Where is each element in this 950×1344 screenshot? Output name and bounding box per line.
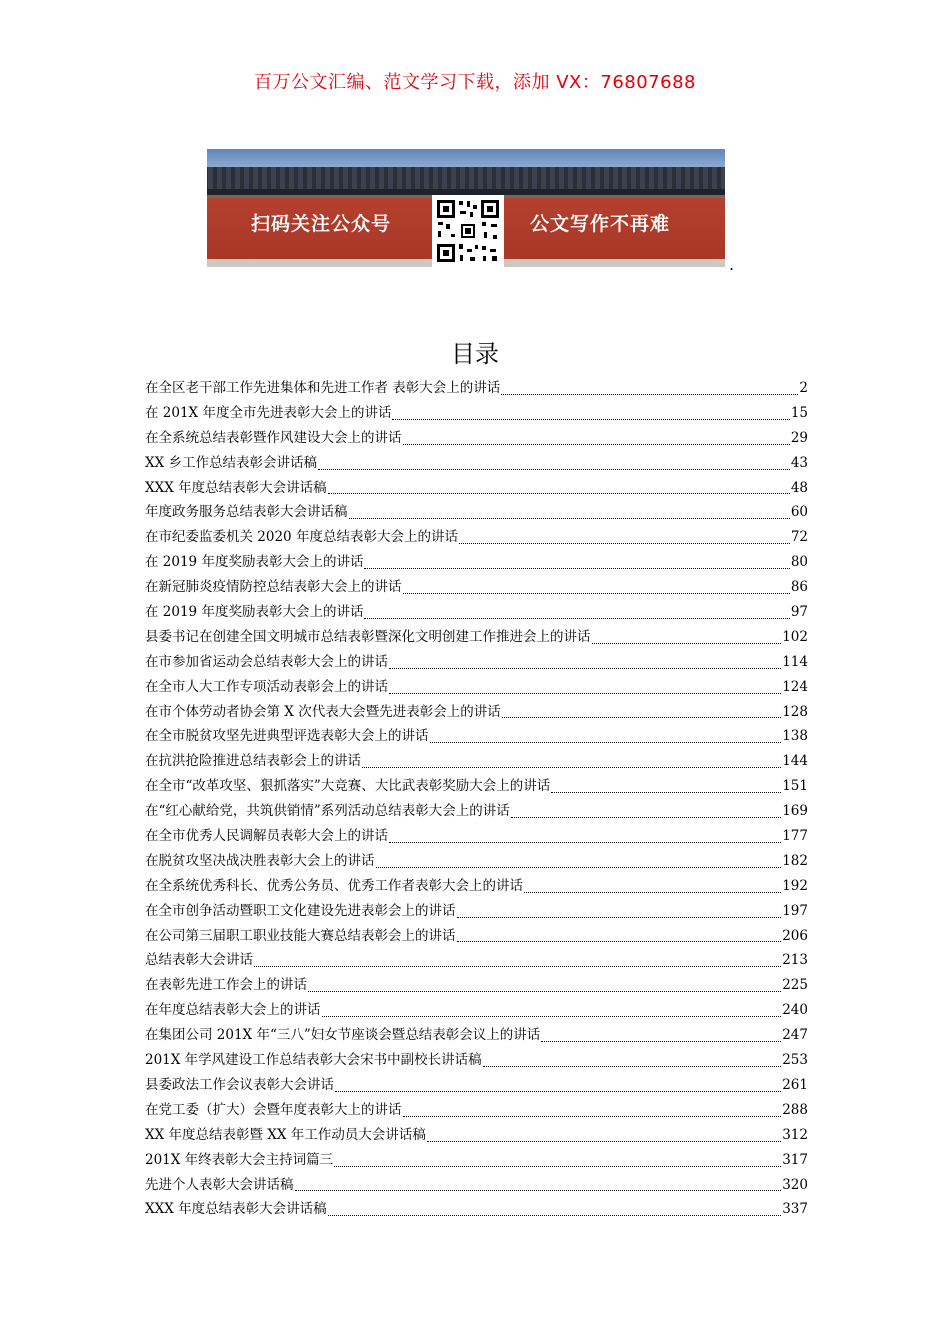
toc-entry-page: 247 bbox=[782, 1027, 808, 1044]
toc-entry-page: 86 bbox=[790, 579, 808, 596]
toc-leader-dots bbox=[483, 1066, 782, 1067]
toc-entry-title: XX 年度总结表彰暨 XX 年工作动员大会讲话稿 bbox=[145, 1126, 426, 1143]
toc-entry-title: 在“红心献给党，共筑供销情”系列活动总结表彰大会上的讲话 bbox=[145, 803, 510, 820]
toc-entry-title: 县委政法工作会议表彰大会讲话 bbox=[145, 1076, 334, 1093]
toc-entry-page: 337 bbox=[782, 1201, 808, 1218]
toc-entry-page: 177 bbox=[782, 828, 808, 845]
toc-entry-page: 320 bbox=[782, 1176, 808, 1193]
toc-entry-page: 253 bbox=[782, 1052, 808, 1069]
toc-entry[interactable] bbox=[145, 550, 808, 575]
toc-entry[interactable] bbox=[145, 575, 808, 600]
toc-leader-dots bbox=[364, 568, 789, 569]
toc-leader-dots bbox=[335, 1091, 781, 1092]
toc-entry[interactable] bbox=[145, 849, 808, 874]
toc-entry-page: 43 bbox=[790, 454, 808, 471]
toc-entry[interactable] bbox=[145, 700, 808, 725]
toc-leader-dots bbox=[376, 867, 782, 868]
toc-leader-dots bbox=[308, 991, 781, 992]
toc-entry[interactable] bbox=[145, 948, 808, 973]
toc-entry-page: 317 bbox=[782, 1151, 808, 1168]
toc-entry-title: 在全系统总结表彰暨作风建设大会上的讲话 bbox=[145, 429, 402, 446]
trailing-mark: . bbox=[729, 255, 735, 274]
toc-entry-title: 在表彰先进工作会上的讲话 bbox=[145, 977, 307, 994]
toc-entry-title: 在全市脱贫攻坚先进典型评选表彰大会上的讲话 bbox=[145, 728, 429, 745]
toc-entry[interactable] bbox=[145, 799, 808, 824]
toc-entry[interactable] bbox=[145, 625, 808, 650]
toc-leader-dots bbox=[389, 842, 781, 843]
toc-entry[interactable] bbox=[145, 1173, 808, 1198]
toc-entry-page: 192 bbox=[782, 877, 808, 894]
promo-header: 百万公文汇编、范文学习下载，添加 VX：76807688 bbox=[254, 72, 696, 93]
toc-leader-dots bbox=[362, 767, 781, 768]
toc-entry-page: 128 bbox=[782, 703, 808, 720]
toc-entry-page: 151 bbox=[782, 778, 808, 795]
table-of-contents bbox=[145, 376, 808, 1222]
toc-leader-dots bbox=[295, 1190, 782, 1191]
toc-leader-dots bbox=[457, 941, 782, 942]
toc-entry-title: 在市参加省运动会总结表彰大会上的讲话 bbox=[145, 653, 388, 670]
toc-entry-page: 48 bbox=[790, 479, 808, 496]
toc-entry[interactable] bbox=[145, 650, 808, 675]
toc-leader-dots bbox=[511, 817, 781, 818]
toc-entry[interactable] bbox=[145, 1098, 808, 1123]
toc-entry[interactable] bbox=[145, 1048, 808, 1073]
toc-entry[interactable] bbox=[145, 1073, 808, 1098]
toc-entry-page: 197 bbox=[782, 902, 808, 919]
toc-entry[interactable] bbox=[145, 376, 808, 401]
toc-entry-title: 在市纪委监委机关 2020 年度总结表彰大会上的讲话 bbox=[145, 529, 458, 546]
toc-entry[interactable] bbox=[145, 924, 808, 949]
toc-leader-dots bbox=[349, 518, 790, 519]
toc-leader-dots bbox=[501, 394, 798, 395]
toc-entry-page: 206 bbox=[782, 927, 808, 944]
toc-entry-title: 县委书记在创建全国文明城市总结表彰暨深化文明创建工作推进会上的讲话 bbox=[145, 628, 591, 645]
toc-entry-page: 80 bbox=[790, 554, 808, 571]
toc-entry-page: 144 bbox=[782, 753, 808, 770]
toc-entry[interactable] bbox=[145, 1123, 808, 1148]
toc-entry-page: 261 bbox=[782, 1076, 808, 1093]
toc-entry-page: 169 bbox=[782, 803, 808, 820]
toc-entry-title: 在全市人大工作专项活动表彰会上的讲话 bbox=[145, 678, 388, 695]
toc-entry-title: XX 乡工作总结表彰会讲话稿 bbox=[145, 454, 318, 471]
toc-entry[interactable] bbox=[145, 824, 808, 849]
toc-entry-page: 60 bbox=[790, 504, 808, 521]
toc-entry[interactable] bbox=[145, 426, 808, 451]
toc-leader-dots bbox=[318, 469, 790, 470]
toc-entry-title: 在新冠肺炎疫情防控总结表彰大会上的讲话 bbox=[145, 579, 402, 596]
toc-entry[interactable] bbox=[145, 724, 808, 749]
toc-leader-dots bbox=[403, 593, 790, 594]
toc-entry[interactable] bbox=[145, 525, 808, 550]
toc-leader-dots bbox=[541, 1041, 781, 1042]
toc-entry[interactable] bbox=[145, 899, 808, 924]
toc-entry-title: 在抗洪抢险推进总结表彰会上的讲话 bbox=[145, 753, 361, 770]
toc-entry[interactable] bbox=[145, 998, 808, 1023]
toc-leader-dots bbox=[389, 668, 781, 669]
toc-entry[interactable] bbox=[145, 1148, 808, 1173]
toc-leader-dots bbox=[459, 543, 790, 544]
toc-entry[interactable] bbox=[145, 500, 808, 525]
toc-entry-title: 在全系统优秀科长、优秀公务员、优秀工作者表彰大会上的讲话 bbox=[145, 877, 523, 894]
toc-leader-dots bbox=[334, 1166, 781, 1167]
toc-entry-title: 201X 年终表彰大会主持词篇三 bbox=[145, 1151, 334, 1168]
qr-banner-image bbox=[207, 149, 725, 267]
banner-left-text: 扫码关注公众号 bbox=[251, 213, 392, 235]
toc-entry-page: 114 bbox=[782, 653, 808, 670]
toc-leader-dots bbox=[430, 742, 782, 743]
toc-entry-page: 240 bbox=[782, 1002, 808, 1019]
toc-leader-dots bbox=[502, 717, 782, 718]
toc-entry-title: 在年度总结表彰大会上的讲话 bbox=[145, 1002, 321, 1019]
toc-entry-page: 102 bbox=[782, 628, 808, 645]
banner-right-text: 公文写作不再难 bbox=[530, 213, 671, 235]
toc-entry-title: 总结表彰大会讲话 bbox=[145, 952, 253, 969]
toc-leader-dots bbox=[364, 618, 789, 619]
toc-leader-dots bbox=[427, 1141, 781, 1142]
toc-leader-dots bbox=[592, 643, 782, 644]
toc-entry-page: 72 bbox=[790, 529, 808, 546]
toc-entry-page: 29 bbox=[790, 429, 808, 446]
toc-leader-dots bbox=[551, 792, 781, 793]
toc-entry-page: 124 bbox=[782, 678, 808, 695]
toc-entry[interactable] bbox=[145, 774, 808, 799]
toc-leader-dots bbox=[328, 1215, 782, 1216]
toc-entry-title: 在全市创争活动暨职工文化建设先进表彰会上的讲话 bbox=[145, 902, 456, 919]
toc-leader-dots bbox=[457, 917, 782, 918]
qr-code-icon bbox=[432, 195, 504, 267]
toc-entry-title: 在全市“改革攻坚、狠抓落实”大竞赛、大比武表彰奖励大会上的讲话 bbox=[145, 778, 551, 795]
toc-entry-page: 2 bbox=[799, 380, 808, 396]
toc-entry-title: 在 2019 年度奖励表彰大会上的讲话 bbox=[145, 604, 364, 621]
toc-entry-title: 在集团公司 201X 年“三八”妇女节座谈会暨总结表彰会议上的讲话 bbox=[145, 1027, 541, 1044]
toc-entry[interactable] bbox=[145, 1023, 808, 1048]
toc-entry-title: 201X 年学风建设工作总结表彰大会宋书中副校长讲话稿 bbox=[145, 1052, 482, 1069]
toc-entry[interactable] bbox=[145, 749, 808, 774]
toc-entry-page: 225 bbox=[782, 977, 808, 994]
toc-entry[interactable] bbox=[145, 675, 808, 700]
toc-entry[interactable] bbox=[145, 973, 808, 998]
toc-leader-dots bbox=[403, 1116, 782, 1117]
toc-entry-title: 在党工委（扩大）会暨年度表彰大上的讲话 bbox=[145, 1101, 402, 1118]
toc-title: 目录 bbox=[451, 340, 499, 368]
toc-entry[interactable] bbox=[145, 1197, 808, 1222]
toc-entry-title: 在全市优秀人民调解员表彰大会上的讲话 bbox=[145, 828, 388, 845]
toc-leader-dots bbox=[328, 493, 790, 494]
toc-entry-title: 在 2019 年度奖励表彰大会上的讲话 bbox=[145, 554, 364, 571]
toc-entry[interactable] bbox=[145, 451, 808, 476]
toc-leader-dots bbox=[392, 419, 789, 420]
toc-entry-title: 先进个人表彰大会讲话稿 bbox=[145, 1176, 294, 1193]
toc-entry[interactable] bbox=[145, 600, 808, 625]
toc-entry-page: 312 bbox=[782, 1126, 808, 1143]
toc-entry-title: 年度政务服务总结表彰大会讲话稿 bbox=[145, 504, 348, 521]
toc-entry-title: 在公司第三届职工职业技能大赛总结表彰会上的讲话 bbox=[145, 927, 456, 944]
toc-entry-page: 97 bbox=[790, 604, 808, 621]
toc-entry[interactable] bbox=[145, 476, 808, 501]
toc-leader-dots bbox=[524, 892, 781, 893]
toc-entry[interactable] bbox=[145, 874, 808, 899]
toc-entry-title: 在脱贫攻坚决战决胜表彰大会上的讲话 bbox=[145, 852, 375, 869]
toc-entry-page: 182 bbox=[782, 852, 808, 869]
toc-entry-page: 138 bbox=[782, 728, 808, 745]
toc-leader-dots bbox=[322, 1016, 782, 1017]
toc-entry-title: 在全区老干部工作先进集体和先进工作者 表彰大会上的讲话 bbox=[145, 380, 501, 396]
toc-entry-title: 在市个体劳动者协会第 X 次代表大会暨先进表彰会上的讲话 bbox=[145, 703, 501, 720]
toc-entry-title: 在 201X 年度全市先进表彰大会上的讲话 bbox=[145, 404, 392, 421]
toc-entry-page: 15 bbox=[790, 404, 808, 421]
toc-leader-dots bbox=[389, 693, 781, 694]
toc-leader-dots bbox=[254, 966, 781, 967]
toc-entry-page: 213 bbox=[782, 952, 808, 969]
toc-entry-title: XXX 年度总结表彰大会讲话稿 bbox=[145, 479, 327, 496]
toc-entry[interactable] bbox=[145, 401, 808, 426]
toc-leader-dots bbox=[403, 444, 790, 445]
toc-entry-title: XXX 年度总结表彰大会讲话稿 bbox=[145, 1201, 327, 1218]
toc-entry-page: 288 bbox=[782, 1101, 808, 1118]
